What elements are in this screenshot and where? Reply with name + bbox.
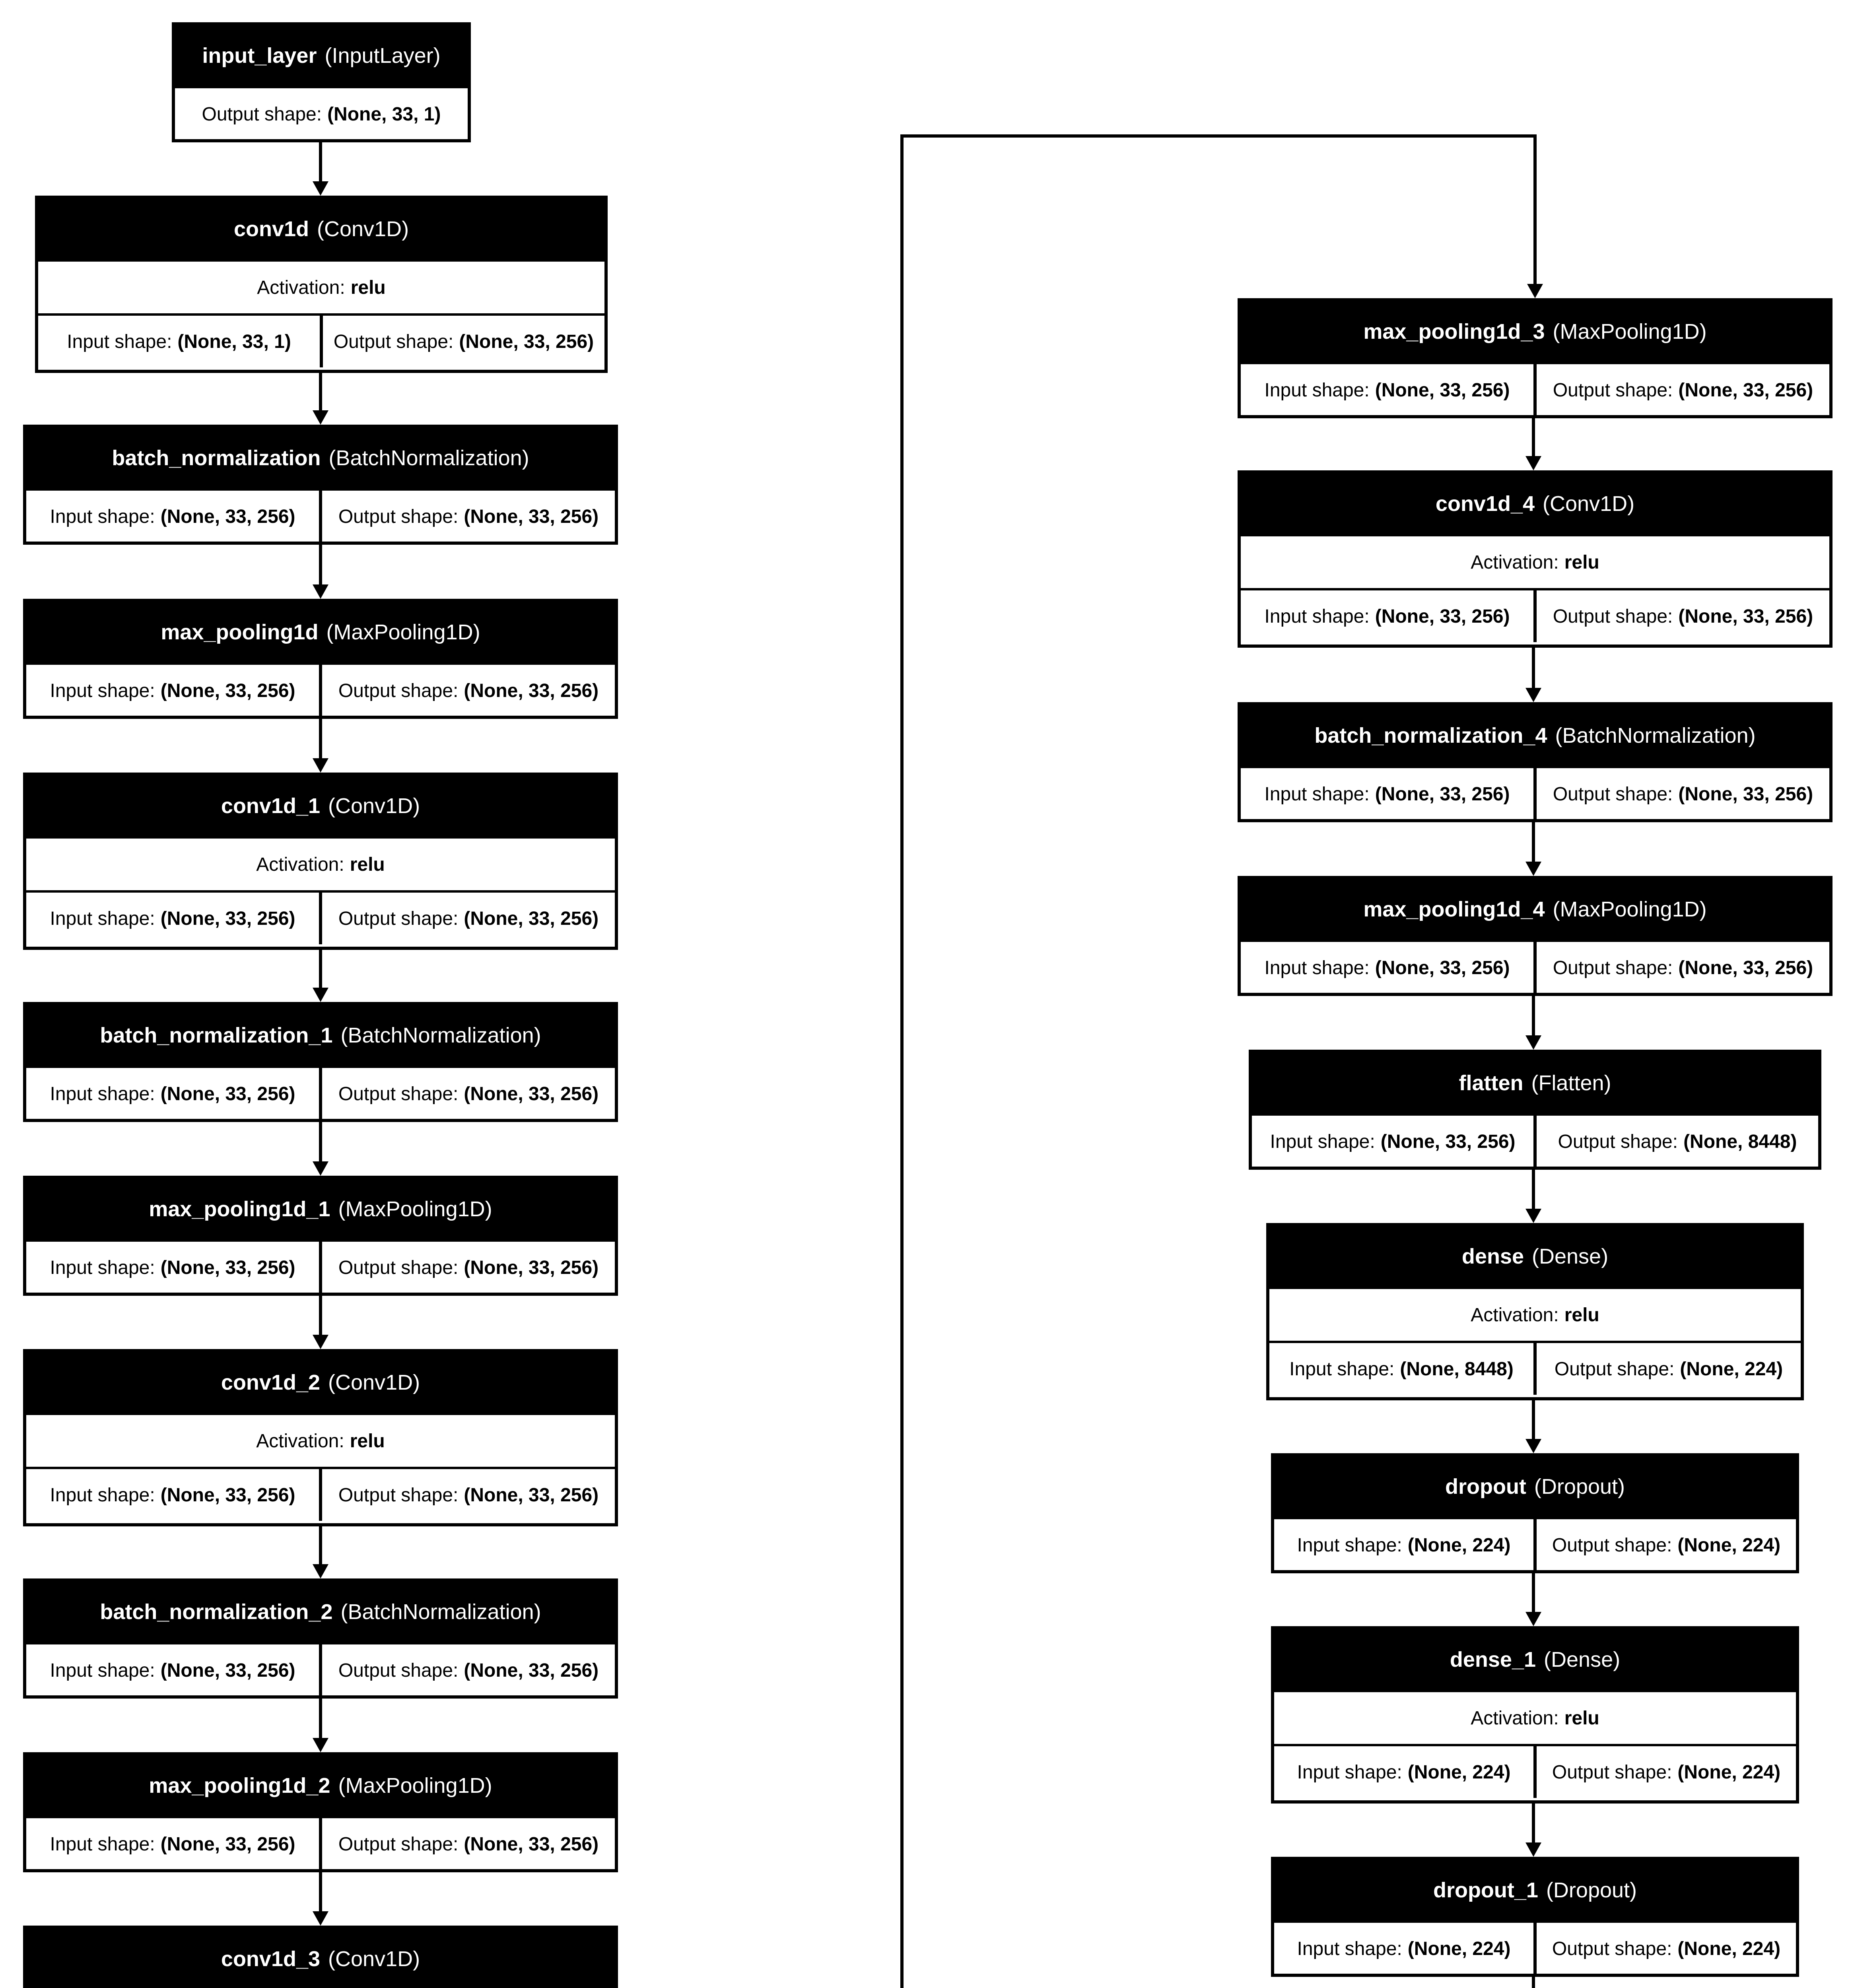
output-shape-cell bbox=[1533, 1746, 1796, 1798]
shape-row bbox=[1241, 588, 1829, 642]
layer-name: max_pooling1d_1 bbox=[149, 1197, 330, 1221]
shape-row bbox=[175, 86, 468, 140]
arrowhead bbox=[313, 988, 328, 1002]
shape-row bbox=[26, 662, 615, 716]
layer-name: conv1d_4 bbox=[1435, 492, 1535, 516]
input-shape-label: Input shape: bbox=[1264, 606, 1370, 627]
input-shape-label: Input shape: bbox=[1264, 957, 1370, 978]
arrowhead bbox=[1525, 1035, 1541, 1050]
shape-row bbox=[26, 1239, 615, 1293]
input-shape-label: Input shape: bbox=[50, 1833, 155, 1855]
layer-header bbox=[1241, 705, 1829, 766]
arrowhead bbox=[1525, 688, 1541, 702]
output-shape-label: Output shape: bbox=[333, 331, 454, 352]
layer-header bbox=[26, 1929, 615, 1988]
output-shape-value: (None, 33, 256) bbox=[1678, 379, 1813, 401]
input-shape-cell bbox=[26, 665, 319, 716]
layer-type: (MaxPooling1D) bbox=[1553, 320, 1707, 344]
activation-label: Activation: bbox=[256, 854, 344, 875]
shape-row bbox=[38, 313, 604, 367]
input-shape-cell bbox=[1274, 1519, 1533, 1571]
shape-row bbox=[1274, 1920, 1796, 1974]
layer-name: dense_1 bbox=[1450, 1648, 1536, 1672]
output-shape-cell bbox=[1533, 590, 1829, 642]
output-shape-cell bbox=[319, 1242, 615, 1293]
layer-name: conv1d_1 bbox=[221, 794, 321, 818]
layer-header bbox=[1274, 1860, 1796, 1920]
arrowhead bbox=[1525, 1612, 1541, 1626]
input-shape-value: (None, 224) bbox=[1407, 1534, 1511, 1556]
activation-cell bbox=[26, 1415, 615, 1467]
layer-name: input_layer bbox=[202, 44, 317, 68]
output-shape-value: (None, 33, 256) bbox=[464, 1833, 599, 1855]
arrowhead bbox=[313, 1911, 328, 1926]
layer-node-batch-normalization-2 bbox=[23, 1578, 618, 1699]
layer-header bbox=[1241, 879, 1829, 940]
layer-header bbox=[26, 1352, 615, 1413]
layer-header bbox=[1274, 1456, 1796, 1517]
input-shape-label: Input shape: bbox=[1297, 1534, 1402, 1556]
input-shape-label: Input shape: bbox=[1264, 783, 1370, 805]
output-shape-cell bbox=[1533, 942, 1829, 994]
output-shape-value: (None, 33, 256) bbox=[464, 1484, 599, 1506]
output-shape-label: Output shape: bbox=[338, 908, 459, 929]
output-shape-cell bbox=[319, 665, 615, 716]
shape-row bbox=[26, 1066, 615, 1120]
layer-type: (BatchNormalization) bbox=[340, 1600, 541, 1624]
layer-type: (Conv1D) bbox=[328, 1371, 420, 1394]
layer-type: (Dense) bbox=[1544, 1648, 1621, 1672]
layer-node-max-pooling1d-2 bbox=[23, 1752, 618, 1872]
input-shape-label: Input shape: bbox=[1297, 1938, 1402, 1959]
layer-name: batch_normalization bbox=[112, 446, 321, 470]
layer-type: (Conv1D) bbox=[317, 217, 409, 241]
activation-label: Activation: bbox=[256, 1430, 344, 1452]
output-shape-label: Output shape: bbox=[338, 1257, 459, 1278]
input-shape-value: (None, 33, 256) bbox=[160, 506, 295, 527]
input-shape-cell bbox=[1241, 590, 1533, 642]
input-shape-cell bbox=[26, 1469, 319, 1521]
output-shape-label: Output shape: bbox=[1553, 379, 1673, 401]
output-shape-value: (None, 8448) bbox=[1683, 1131, 1797, 1152]
input-shape-cell bbox=[26, 1242, 319, 1293]
arrowhead bbox=[313, 1335, 328, 1349]
output-shape-label: Output shape: bbox=[1554, 1358, 1675, 1380]
activation-value: relu bbox=[1564, 1707, 1599, 1729]
output-shape-label: Output shape: bbox=[338, 680, 459, 701]
activation-value: relu bbox=[1564, 551, 1599, 573]
layer-header bbox=[26, 1179, 615, 1239]
arrowhead bbox=[313, 181, 328, 196]
output-shape-value: (None, 33, 256) bbox=[464, 506, 599, 527]
layer-header bbox=[26, 1005, 615, 1066]
input-shape-value: (None, 33, 256) bbox=[1380, 1131, 1516, 1152]
input-shape-label: Input shape: bbox=[50, 506, 155, 527]
layer-type: (MaxPooling1D) bbox=[338, 1774, 492, 1798]
output-shape-cell bbox=[175, 88, 468, 140]
output-shape-cell bbox=[319, 893, 615, 944]
arrowhead bbox=[1525, 862, 1541, 876]
layer-header bbox=[1241, 474, 1829, 534]
activation-value: relu bbox=[350, 1430, 385, 1452]
input-shape-value: (None, 33, 256) bbox=[160, 1257, 295, 1278]
activation-row bbox=[1269, 1287, 1801, 1341]
layer-type: (MaxPooling1D) bbox=[1553, 897, 1707, 921]
layer-header bbox=[38, 199, 604, 259]
layer-name: dense bbox=[1461, 1244, 1524, 1268]
input-shape-cell bbox=[1252, 1116, 1533, 1167]
output-shape-cell bbox=[1533, 364, 1829, 416]
layer-node-dense-1 bbox=[1271, 1626, 1799, 1804]
shape-row bbox=[1252, 1113, 1818, 1167]
input-shape-label: Input shape: bbox=[50, 1257, 155, 1278]
output-shape-label: Output shape: bbox=[338, 506, 459, 527]
layer-type: (Flatten) bbox=[1531, 1071, 1611, 1095]
layer-node-input-layer bbox=[172, 22, 471, 142]
activation-value: relu bbox=[350, 277, 386, 298]
input-shape-value: (None, 33, 256) bbox=[160, 680, 295, 701]
activation-row bbox=[1274, 1690, 1796, 1744]
layer-node-batch-normalization bbox=[23, 425, 618, 545]
arrowhead bbox=[313, 410, 328, 425]
activation-label: Activation: bbox=[257, 277, 345, 298]
output-shape-cell bbox=[319, 1644, 615, 1696]
shape-row bbox=[1241, 940, 1829, 994]
input-shape-cell bbox=[26, 1644, 319, 1696]
input-shape-value: (None, 224) bbox=[1407, 1938, 1511, 1959]
input-shape-cell bbox=[38, 316, 320, 367]
layer-name: max_pooling1d_4 bbox=[1363, 897, 1545, 921]
input-shape-value: (None, 8448) bbox=[1400, 1358, 1514, 1380]
layer-header bbox=[26, 776, 615, 836]
layer-name: batch_normalization_4 bbox=[1314, 724, 1547, 747]
layer-type: (Dropout) bbox=[1546, 1878, 1637, 1902]
layer-node-dropout bbox=[1271, 1453, 1799, 1573]
output-shape-label: Output shape: bbox=[338, 1833, 459, 1855]
output-shape-value: (None, 33, 256) bbox=[1678, 957, 1813, 978]
shape-row bbox=[26, 1467, 615, 1521]
layer-name: conv1d_2 bbox=[221, 1371, 321, 1394]
activation-cell bbox=[1269, 1289, 1801, 1341]
layer-node-flatten bbox=[1249, 1050, 1821, 1170]
output-shape-value: (None, 224) bbox=[1677, 1761, 1781, 1783]
output-shape-label: Output shape: bbox=[1552, 1761, 1672, 1783]
layer-node-conv1d-1 bbox=[23, 773, 618, 950]
input-shape-cell bbox=[1274, 1923, 1533, 1974]
layer-header bbox=[1241, 301, 1829, 362]
output-shape-label: Output shape: bbox=[338, 1484, 459, 1506]
input-shape-value: (None, 33, 256) bbox=[160, 1484, 295, 1506]
output-shape-label: Output shape: bbox=[1552, 1534, 1672, 1556]
shape-row bbox=[26, 890, 615, 944]
layer-type: (Dropout) bbox=[1534, 1475, 1625, 1499]
layer-type: (BatchNormalization) bbox=[1555, 724, 1756, 747]
input-shape-value: (None, 224) bbox=[1407, 1761, 1511, 1783]
input-shape-value: (None, 33, 256) bbox=[160, 1660, 295, 1681]
output-shape-label: Output shape: bbox=[1553, 783, 1673, 805]
shape-row bbox=[26, 488, 615, 542]
arrowhead bbox=[1525, 456, 1541, 470]
input-shape-value: (None, 33, 256) bbox=[160, 1833, 295, 1855]
input-shape-value: (None, 33, 256) bbox=[160, 908, 295, 929]
layer-name: flatten bbox=[1459, 1071, 1524, 1095]
layer-name: batch_normalization_2 bbox=[100, 1600, 333, 1624]
output-shape-cell bbox=[320, 316, 604, 367]
layer-type: (BatchNormalization) bbox=[328, 446, 529, 470]
layer-type: (InputLayer) bbox=[325, 44, 441, 68]
layer-name: max_pooling1d_2 bbox=[149, 1774, 330, 1798]
layer-type: (MaxPooling1D) bbox=[326, 620, 480, 644]
input-shape-cell bbox=[1241, 768, 1533, 820]
output-shape-cell bbox=[319, 1068, 615, 1120]
arrowhead bbox=[313, 584, 328, 599]
output-shape-value: (None, 224) bbox=[1680, 1358, 1783, 1380]
input-shape-cell bbox=[1269, 1343, 1533, 1395]
output-shape-value: (None, 33, 256) bbox=[464, 1660, 599, 1681]
output-shape-value: (None, 33, 256) bbox=[464, 680, 599, 701]
output-shape-value: (None, 33, 256) bbox=[464, 908, 599, 929]
output-shape-cell bbox=[1533, 1343, 1801, 1395]
output-shape-cell bbox=[319, 1469, 615, 1521]
layer-header bbox=[26, 428, 615, 488]
layer-name: dropout_1 bbox=[1433, 1878, 1538, 1902]
layer-header bbox=[1274, 1629, 1796, 1690]
arrowhead bbox=[1525, 1209, 1541, 1223]
layer-header bbox=[175, 25, 468, 86]
layer-node-max-pooling1d bbox=[23, 599, 618, 719]
activation-cell bbox=[1241, 536, 1829, 588]
layer-name: dropout bbox=[1445, 1475, 1526, 1499]
output-shape-cell bbox=[1533, 768, 1829, 820]
shape-row bbox=[26, 1816, 615, 1870]
layer-name: batch_normalization_1 bbox=[100, 1023, 333, 1047]
output-shape-label: Output shape: bbox=[1558, 1131, 1678, 1152]
layer-type: (MaxPooling1D) bbox=[338, 1197, 492, 1221]
layer-node-max-pooling1d-1 bbox=[23, 1176, 618, 1296]
input-shape-label: Input shape: bbox=[50, 1660, 155, 1681]
activation-row bbox=[1241, 534, 1829, 588]
output-shape-label: Output shape: bbox=[338, 1660, 459, 1681]
activation-label: Activation: bbox=[1471, 1304, 1559, 1326]
activation-label: Activation: bbox=[1471, 1707, 1559, 1729]
arrowhead bbox=[313, 758, 328, 773]
input-shape-value: (None, 33, 256) bbox=[1375, 957, 1510, 978]
layer-header bbox=[1252, 1053, 1818, 1113]
activation-cell bbox=[1274, 1692, 1796, 1744]
layer-name: max_pooling1d bbox=[161, 620, 319, 644]
layer-node-conv1d-3 bbox=[23, 1926, 618, 1988]
input-shape-value: (None, 33, 256) bbox=[160, 1083, 295, 1105]
arrowhead bbox=[313, 1564, 328, 1578]
arrowhead bbox=[313, 1161, 328, 1176]
input-shape-value: (None, 33, 256) bbox=[1375, 379, 1510, 401]
output-shape-label: Output shape: bbox=[1552, 1938, 1672, 1959]
arrowhead bbox=[1525, 1439, 1541, 1453]
layer-header bbox=[26, 602, 615, 662]
input-shape-label: Input shape: bbox=[50, 1083, 155, 1105]
output-shape-value: (None, 33, 256) bbox=[459, 331, 594, 352]
output-shape-value: (None, 33, 256) bbox=[1678, 606, 1813, 627]
input-shape-label: Input shape: bbox=[50, 908, 155, 929]
output-shape-label: Output shape: bbox=[202, 103, 322, 125]
layer-node-max-pooling1d-4 bbox=[1238, 876, 1833, 996]
activation-label: Activation: bbox=[1471, 551, 1559, 573]
input-shape-cell bbox=[1241, 942, 1533, 994]
layer-node-batch-normalization-4 bbox=[1238, 702, 1833, 822]
layer-name: conv1d bbox=[233, 217, 309, 241]
output-shape-value: (None, 33, 1) bbox=[327, 103, 441, 125]
layer-type: (BatchNormalization) bbox=[340, 1023, 541, 1047]
activation-row bbox=[26, 1413, 615, 1467]
shape-row bbox=[1241, 362, 1829, 416]
activation-row bbox=[26, 836, 615, 890]
arrowhead bbox=[1525, 1842, 1541, 1857]
input-shape-label: Input shape: bbox=[67, 331, 172, 352]
output-shape-value: (None, 33, 256) bbox=[464, 1083, 599, 1105]
activation-value: relu bbox=[1564, 1304, 1599, 1326]
layer-node-dense bbox=[1266, 1223, 1804, 1400]
layer-node-conv1d-4 bbox=[1238, 470, 1833, 648]
input-shape-label: Input shape: bbox=[50, 680, 155, 701]
output-shape-value: (None, 224) bbox=[1677, 1938, 1781, 1959]
layer-type: (Conv1D) bbox=[328, 1947, 420, 1971]
input-shape-cell bbox=[1274, 1746, 1533, 1798]
activation-row bbox=[38, 259, 604, 313]
input-shape-label: Input shape: bbox=[1289, 1358, 1395, 1380]
layer-type: (Conv1D) bbox=[1543, 492, 1635, 516]
shape-row bbox=[26, 1642, 615, 1696]
output-shape-value: (None, 224) bbox=[1677, 1534, 1781, 1556]
input-shape-cell bbox=[26, 491, 319, 542]
shape-row bbox=[1274, 1517, 1796, 1571]
output-shape-label: Output shape: bbox=[338, 1083, 459, 1105]
input-shape-label: Input shape: bbox=[1264, 379, 1370, 401]
output-shape-value: (None, 33, 256) bbox=[1678, 783, 1813, 805]
shape-row bbox=[1241, 766, 1829, 820]
output-shape-value: (None, 33, 256) bbox=[464, 1257, 599, 1278]
output-shape-label: Output shape: bbox=[1553, 606, 1673, 627]
layer-name: conv1d_3 bbox=[221, 1947, 321, 1971]
layer-type: (Conv1D) bbox=[328, 794, 420, 818]
activation-value: relu bbox=[350, 854, 385, 875]
input-shape-label: Input shape: bbox=[1297, 1761, 1402, 1783]
activation-cell bbox=[38, 262, 604, 313]
input-shape-value: (None, 33, 1) bbox=[177, 331, 291, 352]
layer-header bbox=[26, 1582, 615, 1642]
layer-node-conv1d bbox=[35, 196, 608, 373]
layer-header bbox=[26, 1755, 615, 1816]
layer-node-dropout-1 bbox=[1271, 1857, 1799, 1977]
input-shape-cell bbox=[26, 1818, 319, 1870]
layer-node-batch-normalization-1 bbox=[23, 1002, 618, 1122]
layer-node-conv1d-2 bbox=[23, 1349, 618, 1526]
output-shape-label: Output shape: bbox=[1553, 957, 1673, 978]
shape-row bbox=[1269, 1341, 1801, 1395]
arrowhead bbox=[1527, 284, 1543, 298]
activation-cell bbox=[26, 839, 615, 890]
output-shape-cell bbox=[1533, 1116, 1818, 1167]
input-shape-label: Input shape: bbox=[1270, 1131, 1375, 1152]
input-shape-label: Input shape: bbox=[50, 1484, 155, 1506]
layer-header bbox=[1269, 1226, 1801, 1287]
output-shape-cell bbox=[319, 491, 615, 542]
output-shape-cell bbox=[319, 1818, 615, 1870]
input-shape-value: (None, 33, 256) bbox=[1375, 606, 1510, 627]
layer-type: (Dense) bbox=[1532, 1244, 1609, 1268]
output-shape-cell bbox=[1533, 1923, 1796, 1974]
layer-node-max-pooling1d-3 bbox=[1238, 298, 1833, 418]
input-shape-cell bbox=[26, 1068, 319, 1120]
layer-name: max_pooling1d_3 bbox=[1363, 320, 1545, 344]
input-shape-value: (None, 33, 256) bbox=[1375, 783, 1510, 805]
output-shape-cell bbox=[1533, 1519, 1796, 1571]
input-shape-cell bbox=[1241, 364, 1533, 416]
shape-row bbox=[1274, 1744, 1796, 1798]
arrowhead bbox=[313, 1738, 328, 1752]
input-shape-cell bbox=[26, 893, 319, 944]
